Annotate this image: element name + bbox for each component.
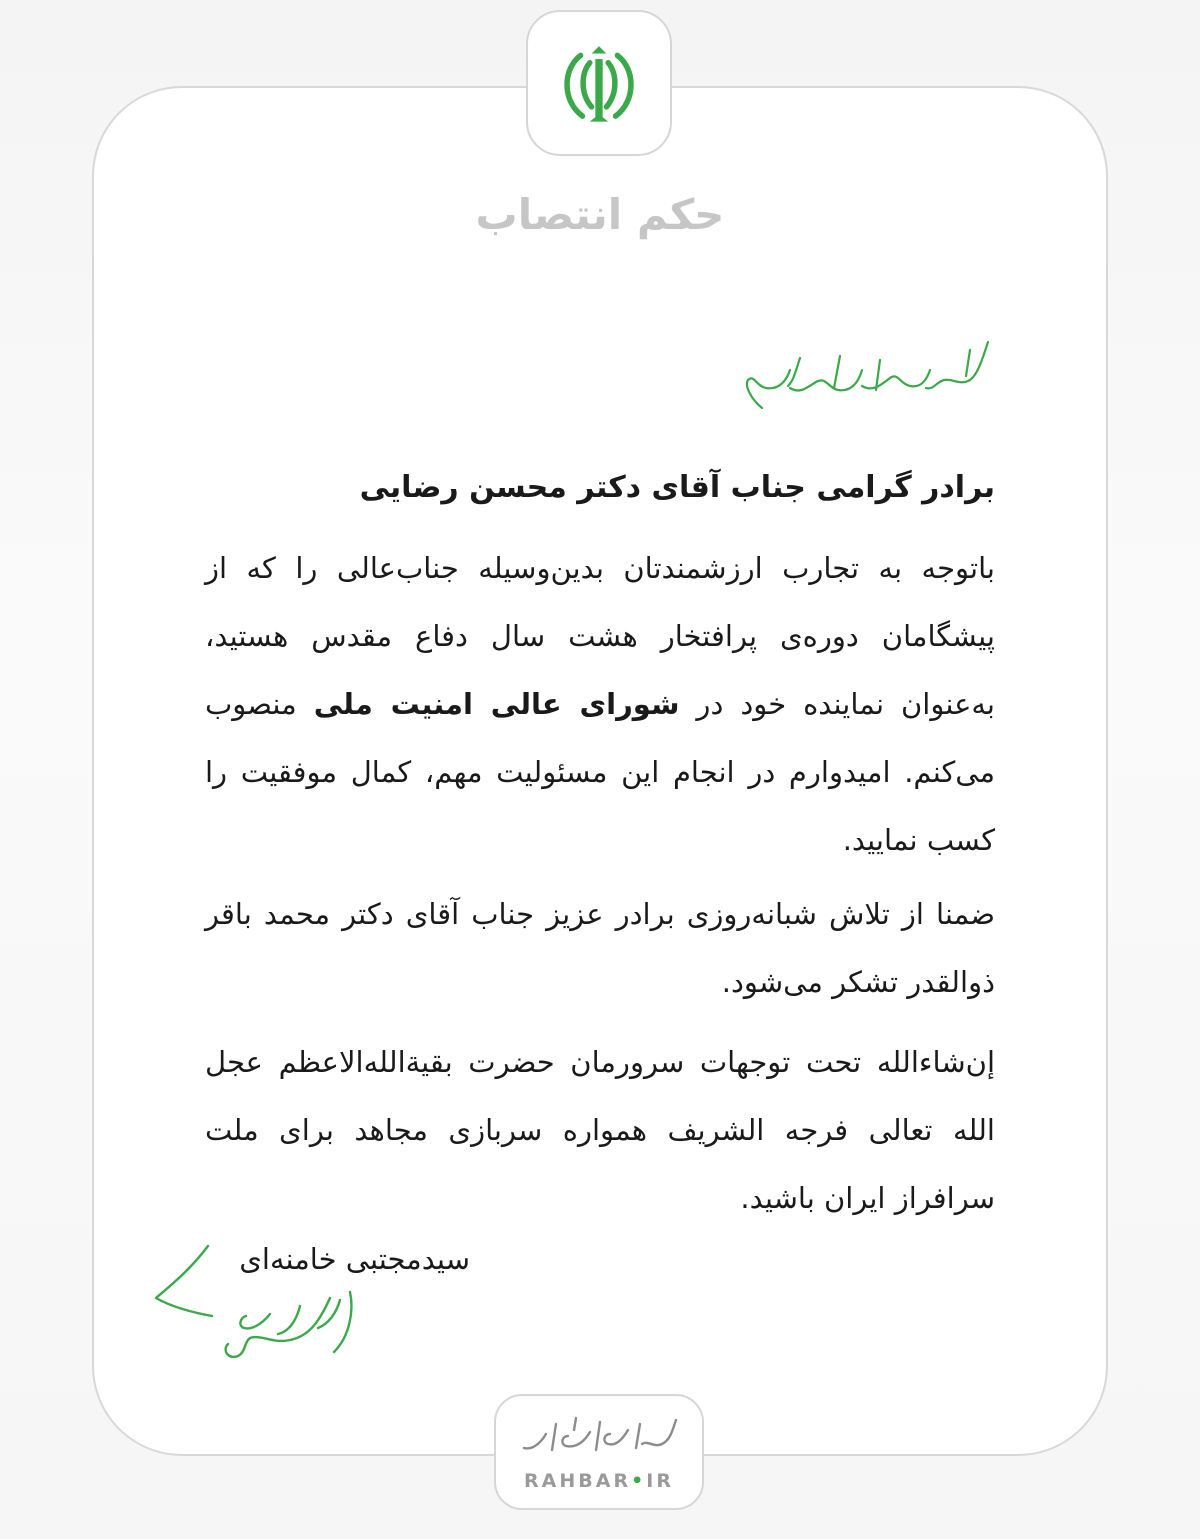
site-url-tld: IR: [646, 1470, 674, 1492]
paragraph-appointment-part1: باتوجه به تجارب ارزشمندتان بدین‌وسیله جناب‌عالی را که از پیشگامان دوره‌ی پرافتخار هشت سال دفاع مقدس هستید، به‌عنوان نماینده خود در: [205, 551, 995, 721]
site-url: [496, 1470, 702, 1492]
iran-emblem-icon: [553, 37, 645, 129]
basmala-calligraphy: [730, 330, 1000, 420]
paragraph-appointment-part2: منصوب می‌کنم. امیدوارم در انجام این مسئولیت مهم، کمال موفقیت را کسب نمایید.: [205, 687, 995, 857]
rahbar-logo-icon: [516, 1410, 682, 1458]
council-name: شورای عالی امنیت ملی: [313, 687, 680, 721]
paragraph-thanks: ضمنا از تلاش شبانه‌روزی برادر عزیز جناب آقای دکتر محمد باقر ذوالقدر تشکر می‌شود.: [205, 897, 995, 999]
paragraph-prayer: إن‌شاءالله تحت توجهات سرورمان حضرت بقیة‌الله‌الاعظم عجل الله تعالی فرجه الشریف همواره سربازی مجاهد برای ملت سرافراز ایران باشید.: [205, 1045, 995, 1215]
emblem-badge: [526, 10, 672, 156]
paragraph-appointment: [205, 534, 995, 874]
handwritten-signature: [150, 1240, 360, 1365]
site-url-dot: •: [631, 1470, 647, 1492]
page-title: حکم انتصاب: [475, 190, 725, 239]
site-url-name: RAHBAR: [524, 1470, 632, 1492]
footer-logo-badge: [494, 1394, 704, 1510]
addressee: برادر گرامی جناب آقای دکتر محسن رضایی: [359, 470, 995, 505]
signer-name: سیدمجتبی خامنه‌ای: [239, 1242, 470, 1276]
